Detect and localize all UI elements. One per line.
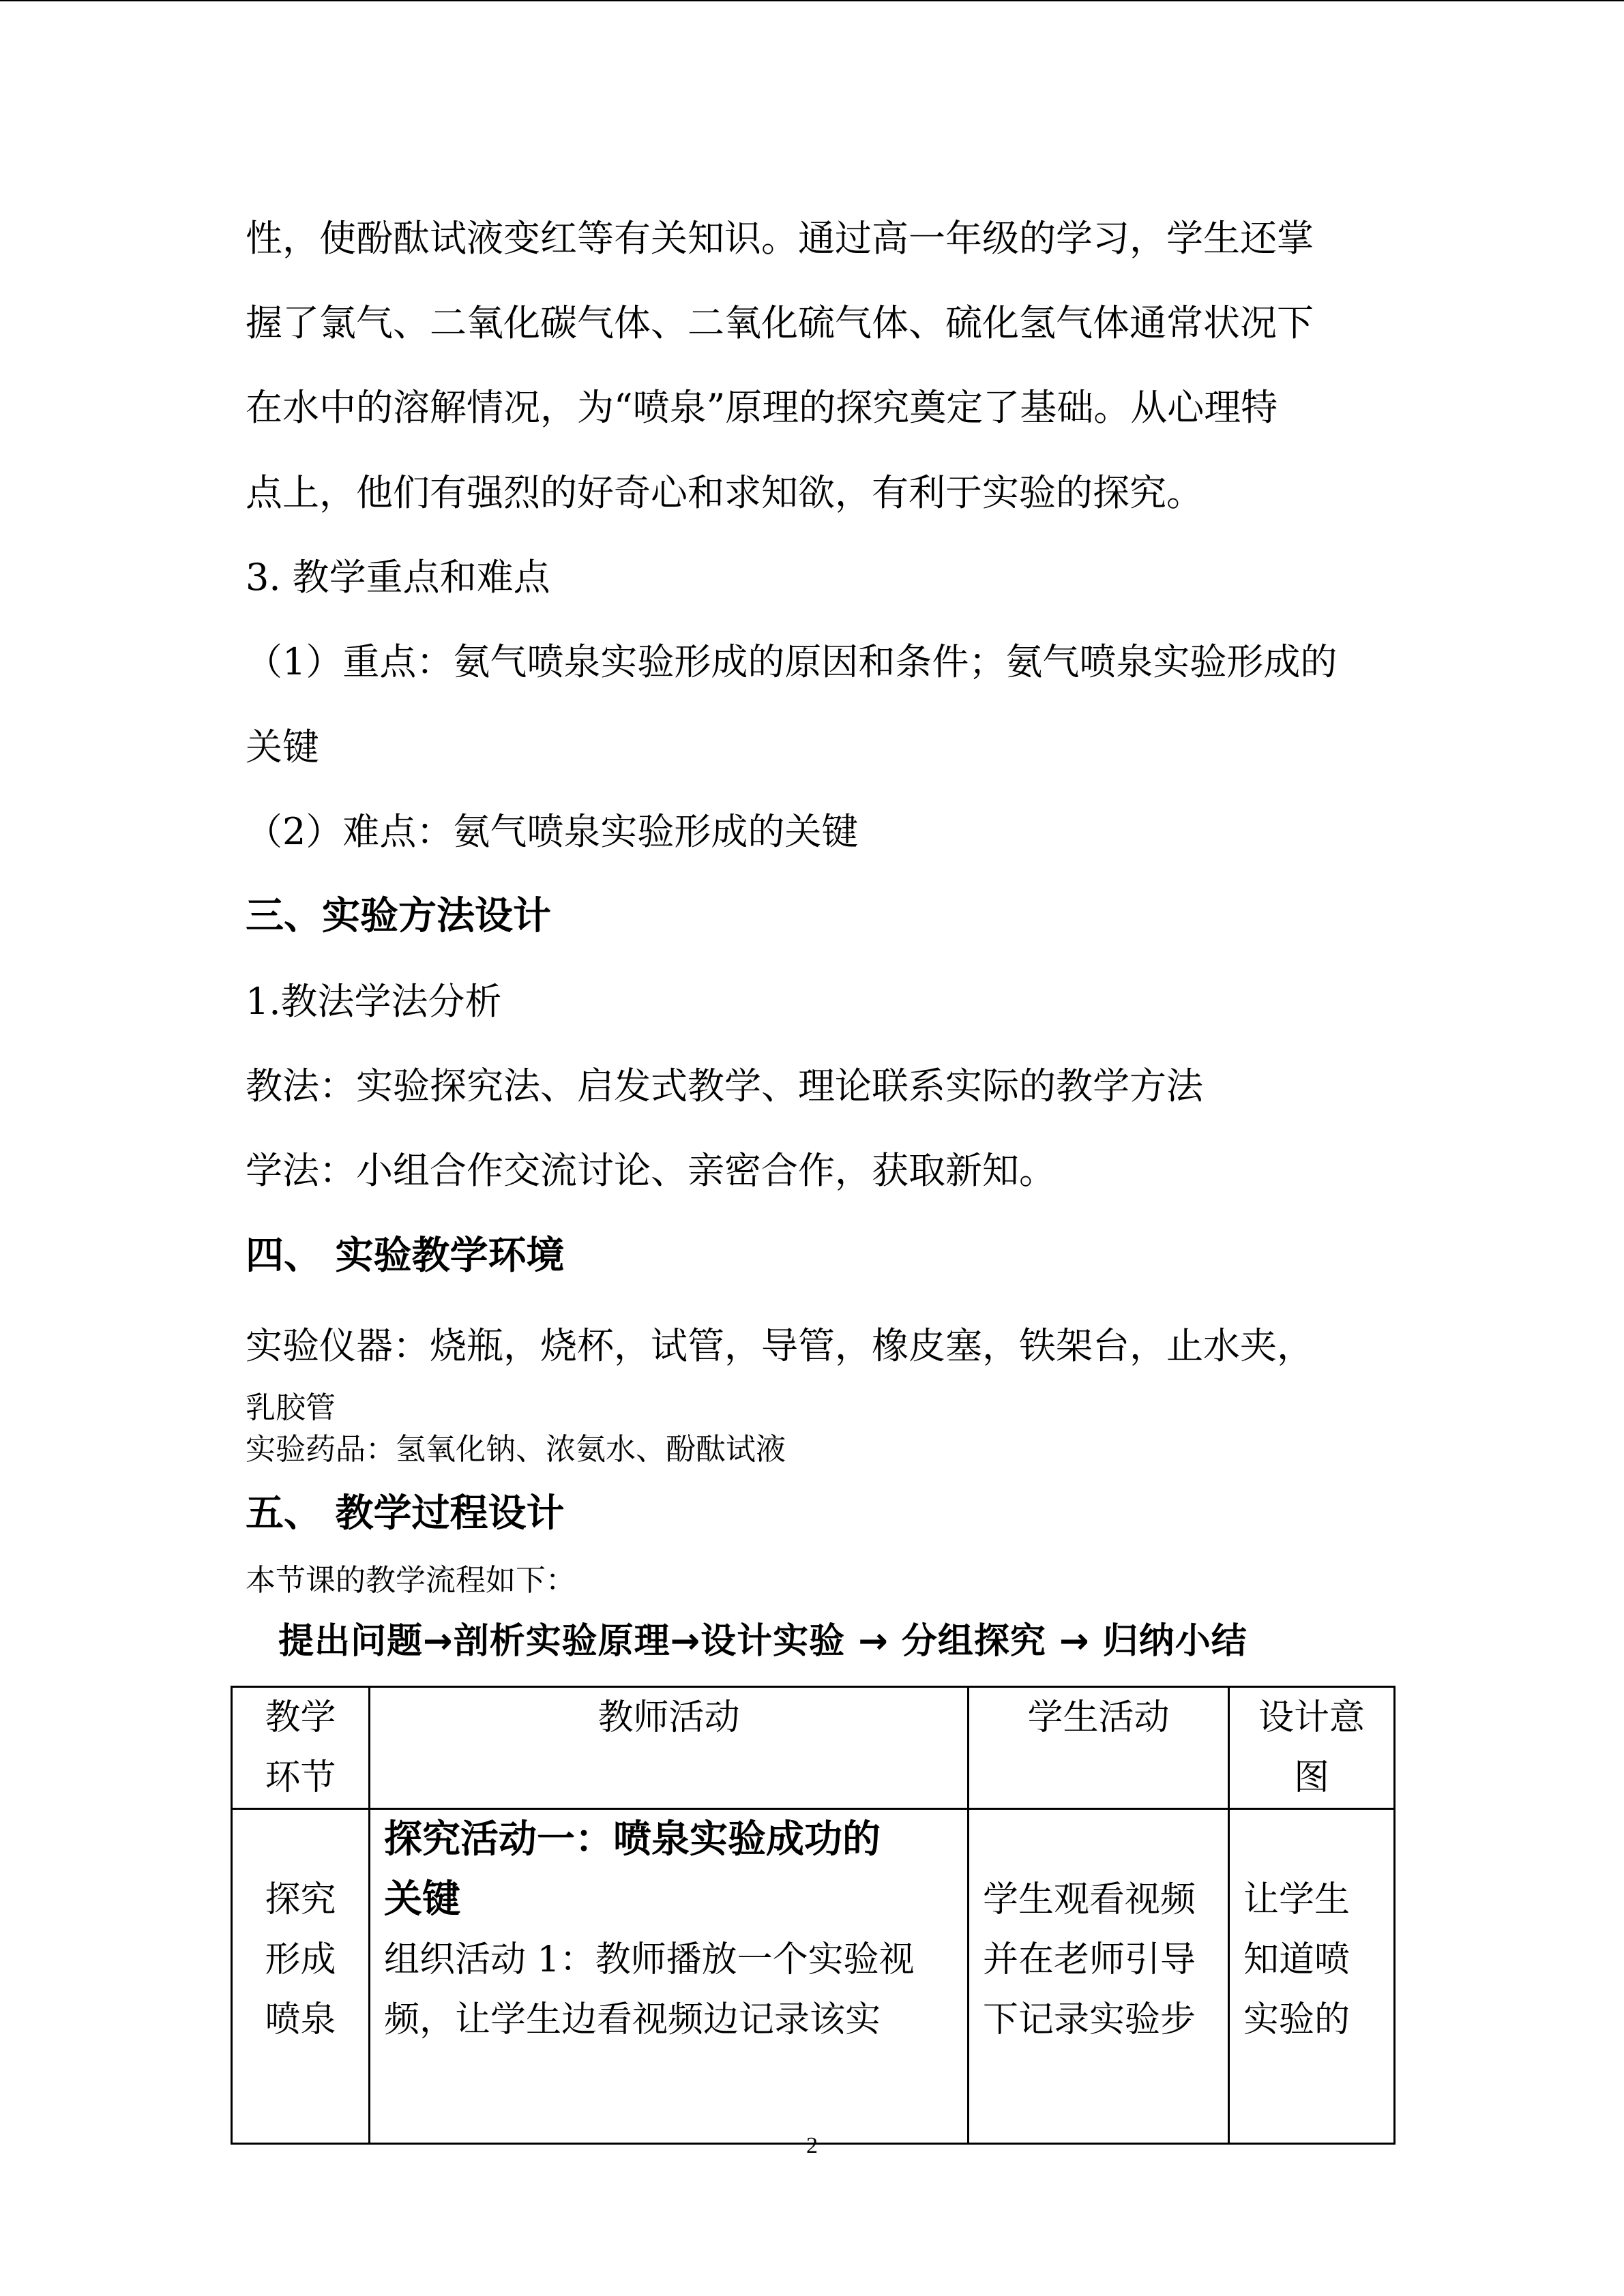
header-teacher-activity <box>370 1687 969 1809</box>
header-teacher-label: 教师活动 <box>597 1697 740 1738</box>
page-top-border <box>0 0 1624 1</box>
header-stage <box>232 1687 370 1809</box>
stage-cell <box>232 1809 370 2144</box>
reagents-line: 实验药品：氢氧化钠、浓氨水、酚酞试液 <box>246 1432 786 1467</box>
header-stage-line-2: 环节 <box>265 1757 336 1798</box>
teacher-activity-cell <box>370 1809 969 2144</box>
design-intent-line-3: 实验的 <box>1243 1999 1350 2040</box>
table-header-row <box>232 1687 1395 1809</box>
table-row <box>232 1809 1395 2144</box>
teaching-method-line: 教法：实验探究法、启发式教学、理论联系实际的教学方法 <box>246 1064 1203 1107</box>
learning-method-line: 学法：小组合作交流讨论、亲密合作，获取新知。 <box>246 1149 1056 1192</box>
student-activity-cell <box>969 1809 1229 2144</box>
student-activity-line-3: 下记录实验步 <box>983 1999 1196 2040</box>
activity-title-line-1: 探究活动一：喷泉实验成功的 <box>384 1817 881 1862</box>
subsection-title-key-points: 3. 教学重点和难点 <box>246 556 550 599</box>
student-activity-line-2: 并在老师引导 <box>983 1939 1196 1980</box>
lesson-process-table <box>231 1686 1396 2145</box>
teacher-activity-line-1: 组织活动 1：教师播放一个实验视 <box>384 1939 915 1980</box>
subsection-title-methods: 1.教法学法分析 <box>246 980 502 1023</box>
instruments-line-1: 实验仪器：烧瓶，烧杯，试管，导管，橡皮塞，铁架台，止水夹， <box>246 1324 1314 1367</box>
paragraph-line-2: 握了氯气、二氧化碳气体、二氧化硫气体、硫化氢气体通常状况下 <box>246 301 1314 344</box>
header-stage-line-1: 教学 <box>265 1697 336 1738</box>
section-heading-three: 三、实验方法设计 <box>246 894 551 938</box>
stage-line-2: 形成 <box>265 1939 336 1980</box>
key-point-line-2: 关键 <box>246 726 319 769</box>
design-intent-cell <box>1229 1809 1395 2144</box>
design-intent-line-1: 让学生 <box>1243 1879 1350 1920</box>
header-intent-line-2: 图 <box>1293 1757 1329 1798</box>
section-heading-five: 五、 教学过程设计 <box>246 1491 565 1536</box>
paragraph-line-3: 在水中的溶解情况，为“喷泉”原理的探究奠定了基础。从心理特 <box>246 386 1278 429</box>
key-point-line-1: （1）重点：氨气喷泉实验形成的原因和条件；氨气喷泉实验形成的 <box>246 640 1338 683</box>
header-intent-line-1: 设计意 <box>1258 1697 1365 1738</box>
teaching-flow: 提出问题→剖析实验原理→设计实验 → 分组探究 → 归纳小结 <box>278 1621 1247 1662</box>
paragraph-line-1: 性，使酚酞试液变红等有关知识。通过高一年级的学习，学生还掌 <box>246 217 1314 260</box>
header-student-activity <box>969 1687 1229 1809</box>
activity-title-line-2: 关键 <box>384 1877 460 1922</box>
section-heading-four: 四、 实验教学环境 <box>246 1234 565 1278</box>
difficulty-line: （2）难点：氨气喷泉实验形成的关键 <box>246 810 859 853</box>
teacher-activity-line-2: 频，让学生边看视频边记录该实 <box>384 1999 881 2040</box>
stage-line-1: 探究 <box>265 1879 336 1920</box>
instruments-line-2: 乳胶管 <box>246 1390 336 1425</box>
page-number: 2 <box>806 2133 818 2158</box>
header-student-label: 学生活动 <box>1027 1697 1170 1738</box>
student-activity-line-1: 学生观看视频 <box>983 1879 1196 1920</box>
header-design-intent <box>1229 1687 1395 1809</box>
stage-line-3: 喷泉 <box>265 1999 336 2040</box>
paragraph-line-4: 点上，他们有强烈的好奇心和求知欲，有利于实验的探究。 <box>246 471 1203 514</box>
design-intent-line-2: 知道喷 <box>1243 1939 1350 1980</box>
flow-intro-line: 本节课的教学流程如下： <box>246 1563 576 1598</box>
